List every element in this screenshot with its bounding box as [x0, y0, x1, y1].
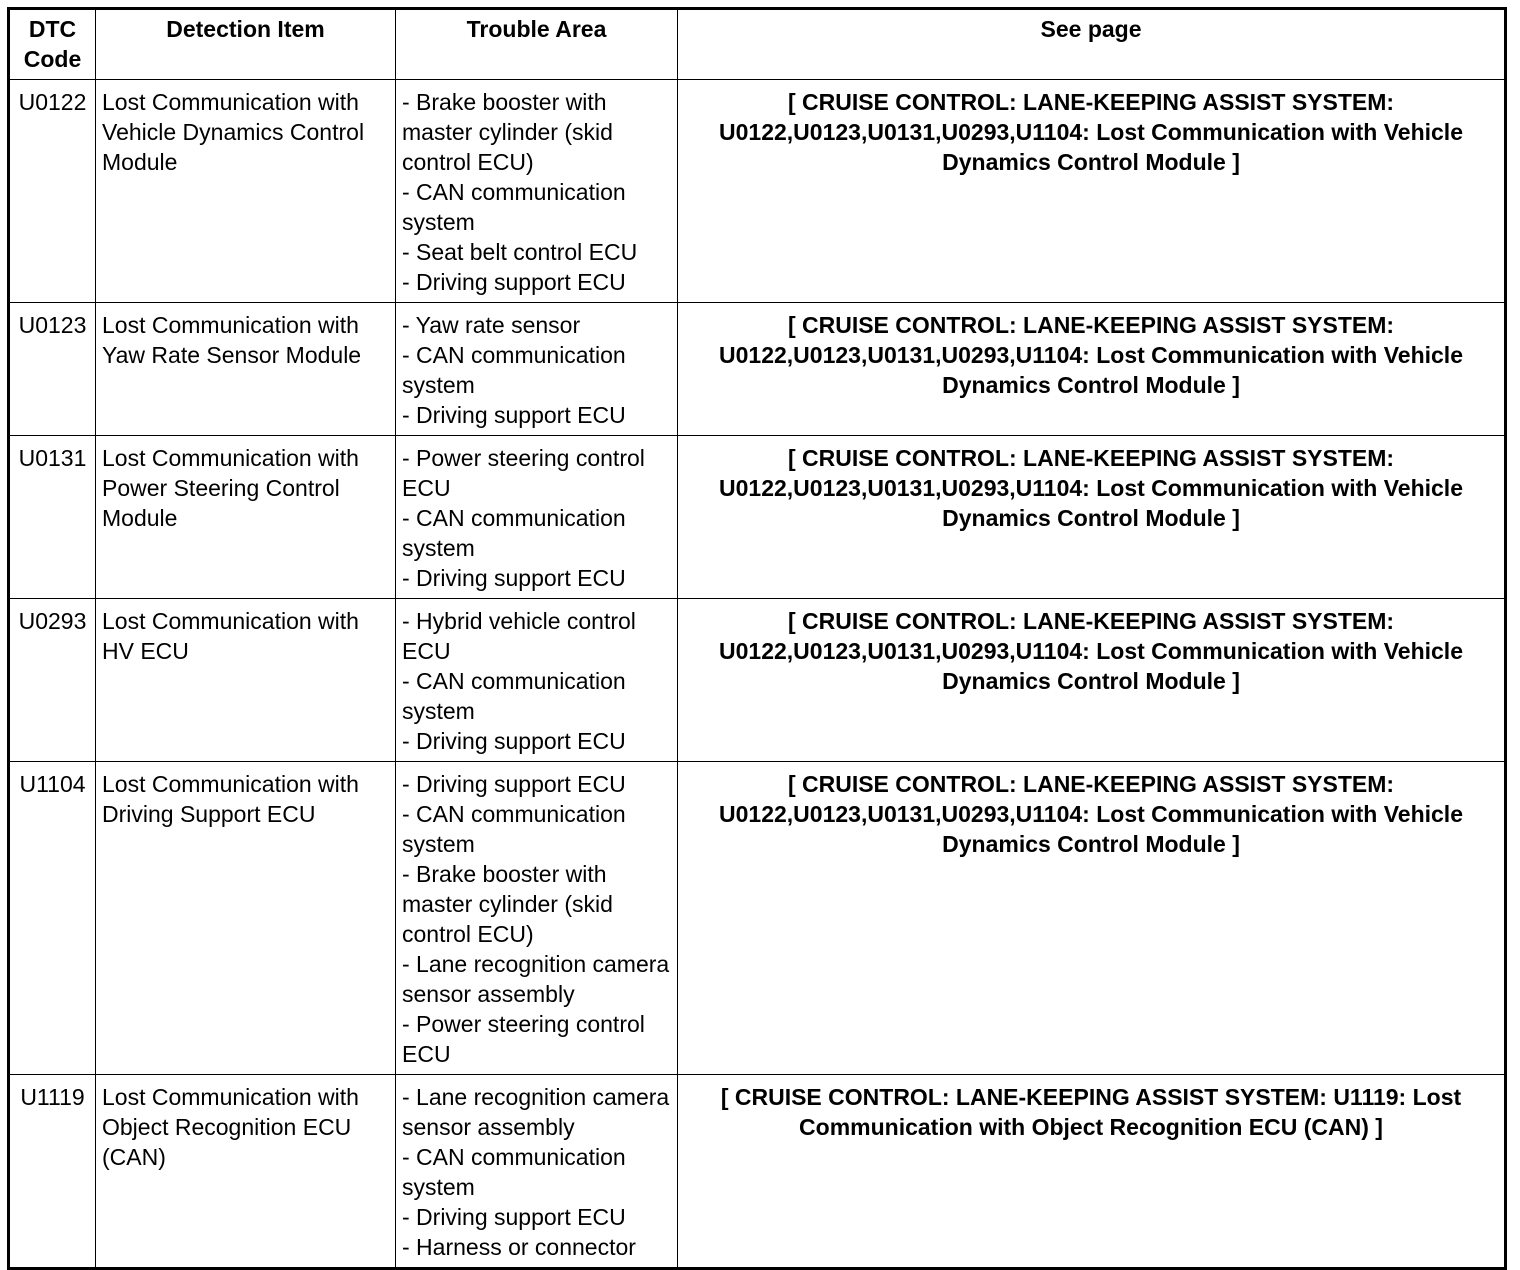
see-page-link[interactable]: [ CRUISE CONTROL: LANE-KEEPING ASSIST SYSTEM: U1119: Lost Communication with Object Recognition ECU (CAN) ] — [678, 1075, 1506, 1269]
trouble-area-item: - Hybrid vehicle control ECU — [402, 608, 636, 664]
detection-item-cell: Lost Communication with Driving Support ECU — [96, 762, 396, 1075]
trouble-area-item: - CAN communication system — [402, 505, 626, 561]
trouble-area-item: - CAN communication system — [402, 342, 626, 398]
dtc-code-cell: U1119 — [9, 1075, 96, 1269]
trouble-area-item: - CAN communication system — [402, 801, 626, 857]
trouble-area-cell — [396, 599, 678, 762]
trouble-area-item: - Driving support ECU — [402, 771, 626, 797]
dtc-code-cell: U0131 — [9, 436, 96, 599]
trouble-area-item: - Lane recognition camera sensor assembly — [402, 1084, 670, 1140]
see-page-link[interactable]: [ CRUISE CONTROL: LANE-KEEPING ASSIST SYSTEM: U0122,U0123,U0131,U0293,U1104: Lost Communication with Vehicle Dynamics Control Module ] — [678, 436, 1506, 599]
table-row — [9, 762, 1506, 1075]
trouble-area-item: - CAN communication system — [402, 179, 626, 235]
table-row — [9, 1075, 1506, 1269]
trouble-area-item: - Driving support ECU — [402, 402, 626, 428]
trouble-area-item: - Driving support ECU — [402, 728, 626, 754]
detection-item-cell: Lost Communication with HV ECU — [96, 599, 396, 762]
detection-item-cell: Lost Communication with Object Recognition ECU (CAN) — [96, 1075, 396, 1269]
table-header — [9, 9, 1506, 80]
table-row — [9, 80, 1506, 303]
trouble-area-cell — [396, 1075, 678, 1269]
detection-item-cell: Lost Communication with Yaw Rate Sensor Module — [96, 303, 396, 436]
table-row — [9, 436, 1506, 599]
trouble-area-item: - Harness or connector — [402, 1234, 636, 1260]
see-page-link[interactable]: [ CRUISE CONTROL: LANE-KEEPING ASSIST SYSTEM: U0122,U0123,U0131,U0293,U1104: Lost Communication with Vehicle Dynamics Control Module ] — [678, 303, 1506, 436]
trouble-area-item: - Power steering control ECU — [402, 445, 645, 501]
trouble-area-item: - Brake booster with master cylinder (skid control ECU) — [402, 861, 613, 947]
see-page-link[interactable]: [ CRUISE CONTROL: LANE-KEEPING ASSIST SYSTEM: U0122,U0123,U0131,U0293,U1104: Lost Communication with Vehicle Dynamics Control Module ] — [678, 762, 1506, 1075]
table-body — [9, 80, 1506, 1269]
dtc-table — [7, 7, 1507, 1270]
trouble-area-cell — [396, 303, 678, 436]
detection-item-cell: Lost Communication with Vehicle Dynamics Control Module — [96, 80, 396, 303]
trouble-area-item: - Yaw rate sensor — [402, 312, 581, 338]
trouble-area-item: - Power steering control ECU — [402, 1011, 645, 1067]
trouble-area-item: - Driving support ECU — [402, 565, 626, 591]
trouble-area-cell — [396, 80, 678, 303]
trouble-area-item: - Driving support ECU — [402, 269, 626, 295]
dtc-code-cell: U0293 — [9, 599, 96, 762]
header-dtc-code: DTC Code — [9, 9, 96, 80]
trouble-area-item: - CAN communication system — [402, 1144, 626, 1200]
dtc-code-cell: U0123 — [9, 303, 96, 436]
trouble-area-cell — [396, 762, 678, 1075]
detection-item-cell: Lost Communication with Power Steering Control Module — [96, 436, 396, 599]
trouble-area-item: - Lane recognition camera sensor assembly — [402, 951, 670, 1007]
dtc-code-cell: U0122 — [9, 80, 96, 303]
header-see-page: See page — [678, 9, 1506, 80]
trouble-area-cell — [396, 436, 678, 599]
trouble-area-item: - Driving support ECU — [402, 1204, 626, 1230]
header-trouble-area: Trouble Area — [396, 9, 678, 80]
dtc-code-cell: U1104 — [9, 762, 96, 1075]
trouble-area-item: - Seat belt control ECU — [402, 239, 638, 265]
trouble-area-item: - CAN communication system — [402, 668, 626, 724]
see-page-link[interactable]: [ CRUISE CONTROL: LANE-KEEPING ASSIST SYSTEM: U0122,U0123,U0131,U0293,U1104: Lost Communication with Vehicle Dynamics Control Module ] — [678, 599, 1506, 762]
trouble-area-item: - Brake booster with master cylinder (skid control ECU) — [402, 89, 613, 175]
header-detection-item: Detection Item — [96, 9, 396, 80]
see-page-link[interactable]: [ CRUISE CONTROL: LANE-KEEPING ASSIST SYSTEM: U0122,U0123,U0131,U0293,U1104: Lost Communication with Vehicle Dynamics Control Module ] — [678, 80, 1506, 303]
table-row — [9, 599, 1506, 762]
table-row — [9, 303, 1506, 436]
header-row — [9, 9, 1506, 80]
